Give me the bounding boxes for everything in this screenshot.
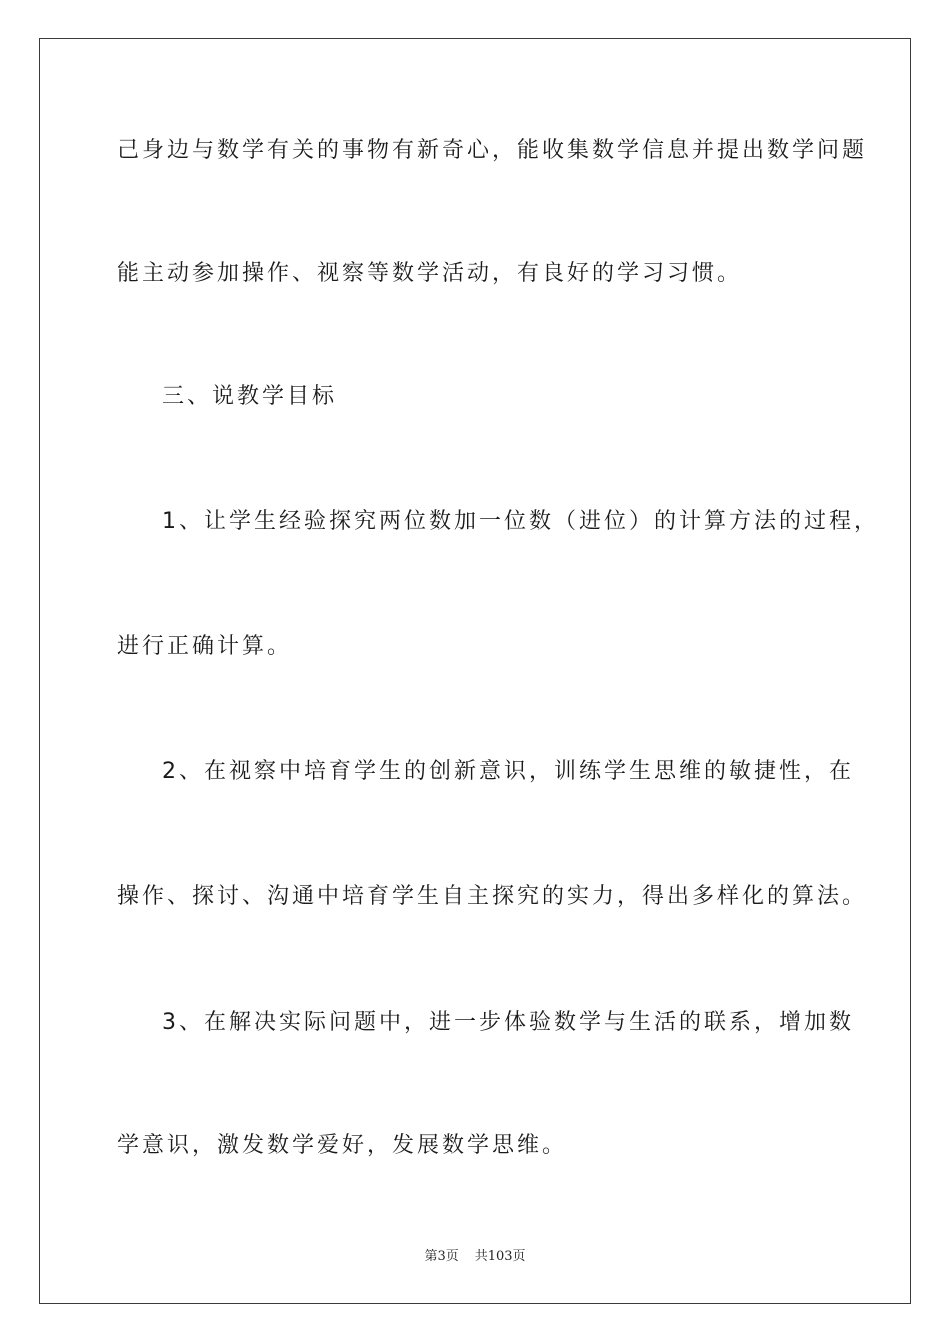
- section-heading: 三、说教学目标: [162, 384, 338, 409]
- text-line-goal-1: 1、让学生经验探究两位数加一位数（进位）的计算方法的过程，: [162, 509, 879, 534]
- page-number: 第3页: [424, 1249, 459, 1264]
- text-line-2: 能主动参加操作、视察等数学活动，有良好的学习习惯。: [117, 261, 743, 286]
- text-line-goal-1-cont: 进行正确计算。: [117, 634, 293, 659]
- text-line-goal-3: 3、在解决实际问题中，进一步体验数学与生活的联系，增加数: [162, 1010, 854, 1035]
- page-border: [39, 38, 911, 1304]
- text-line-goal-2-cont: 操作、探讨、沟通中培育学生自主探究的实力，得出多样化的算法。: [117, 884, 868, 909]
- page-footer: [0, 1245, 950, 1264]
- text-line-goal-3-cont: 学意识，激发数学爱好，发展数学思维。: [117, 1133, 568, 1158]
- text-line-1: 己身边与数学有关的事物有新奇心，能收集数学信息并提出数学问题: [117, 138, 868, 163]
- page-total: 共103页: [474, 1249, 526, 1264]
- text-line-goal-2: 2、在视察中培育学生的创新意识，训练学生思维的敏捷性，在: [162, 759, 854, 784]
